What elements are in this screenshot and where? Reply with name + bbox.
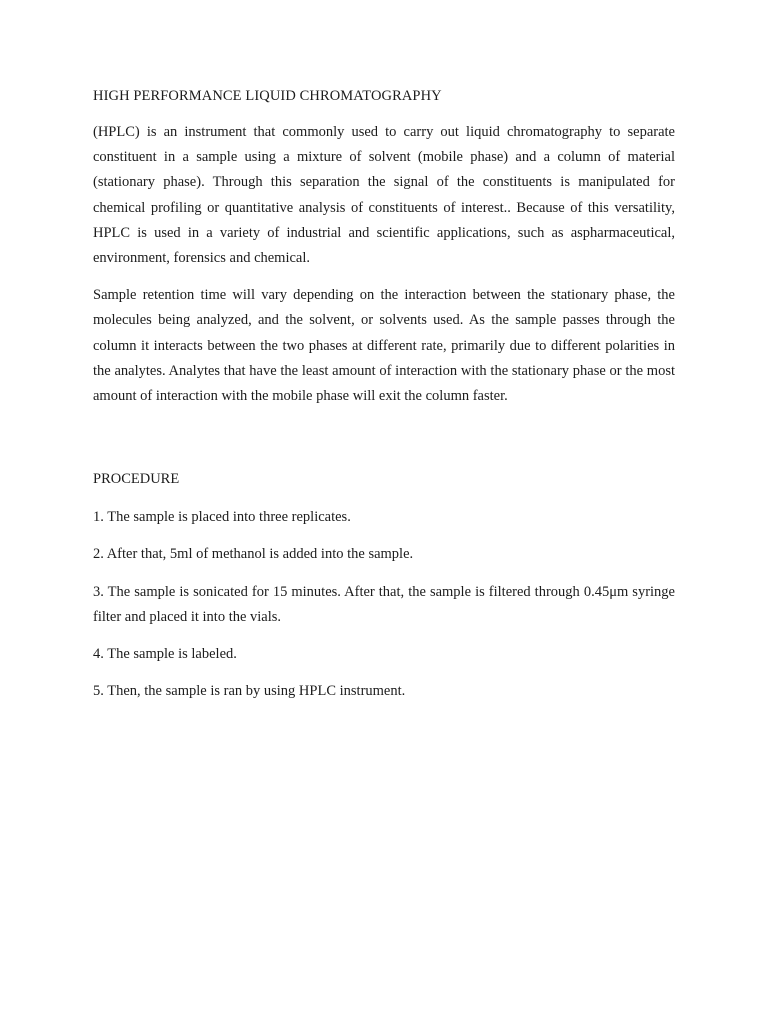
procedure-step-1: 1. The sample is placed into three replicates. <box>93 509 351 526</box>
procedure-step-4: 4. The sample is labeled. <box>93 646 237 663</box>
document-title: HIGH PERFORMANCE LIQUID CHROMATOGRAPHY <box>93 88 442 104</box>
procedure-step-3: 3. The sample is sonicated for 15 minutes. After that, the sample is filtered through 0.45μm syringe filter and placed it into the vials. <box>93 583 675 625</box>
procedure-list <box>93 505 675 704</box>
procedure-step-5: 5. Then, the sample is ran by using HPLC instrument. <box>93 683 406 700</box>
section-spacer <box>93 421 675 469</box>
procedure-step-2: 2. After that, 5ml of methanol is added into the sample. <box>93 546 414 563</box>
retention-paragraph: Sample retention time will vary depending on the interaction between the stationary phase, the molecules being analyzed, and the solvent, or solvents used. As the sample passes through the column it interacts between the two phases at different rate, primarily due to different polarities in the analytes. Analytes that have the least amount of interaction with the stationary phase or the most amount of interaction with the mobile phase will exit the column faster. <box>93 287 675 405</box>
intro-paragraph: (HPLC) is an instrument that commonly used to carry out liquid chromatography to separate constituent in a sample using a mixture of solvent (mobile phase) and a column of material (stationary phase). Through this separation the signal of the constituents is manipulated for chemical profiling or quantitative analysis of constituents of interest.. Because of this versatility, HPLC is used in a variety of industrial and scientific applications, such as aspharmaceutical, environment, forensics and chemical. <box>93 124 675 267</box>
document-body <box>93 86 675 716</box>
procedure-heading: PROCEDURE <box>93 471 180 488</box>
